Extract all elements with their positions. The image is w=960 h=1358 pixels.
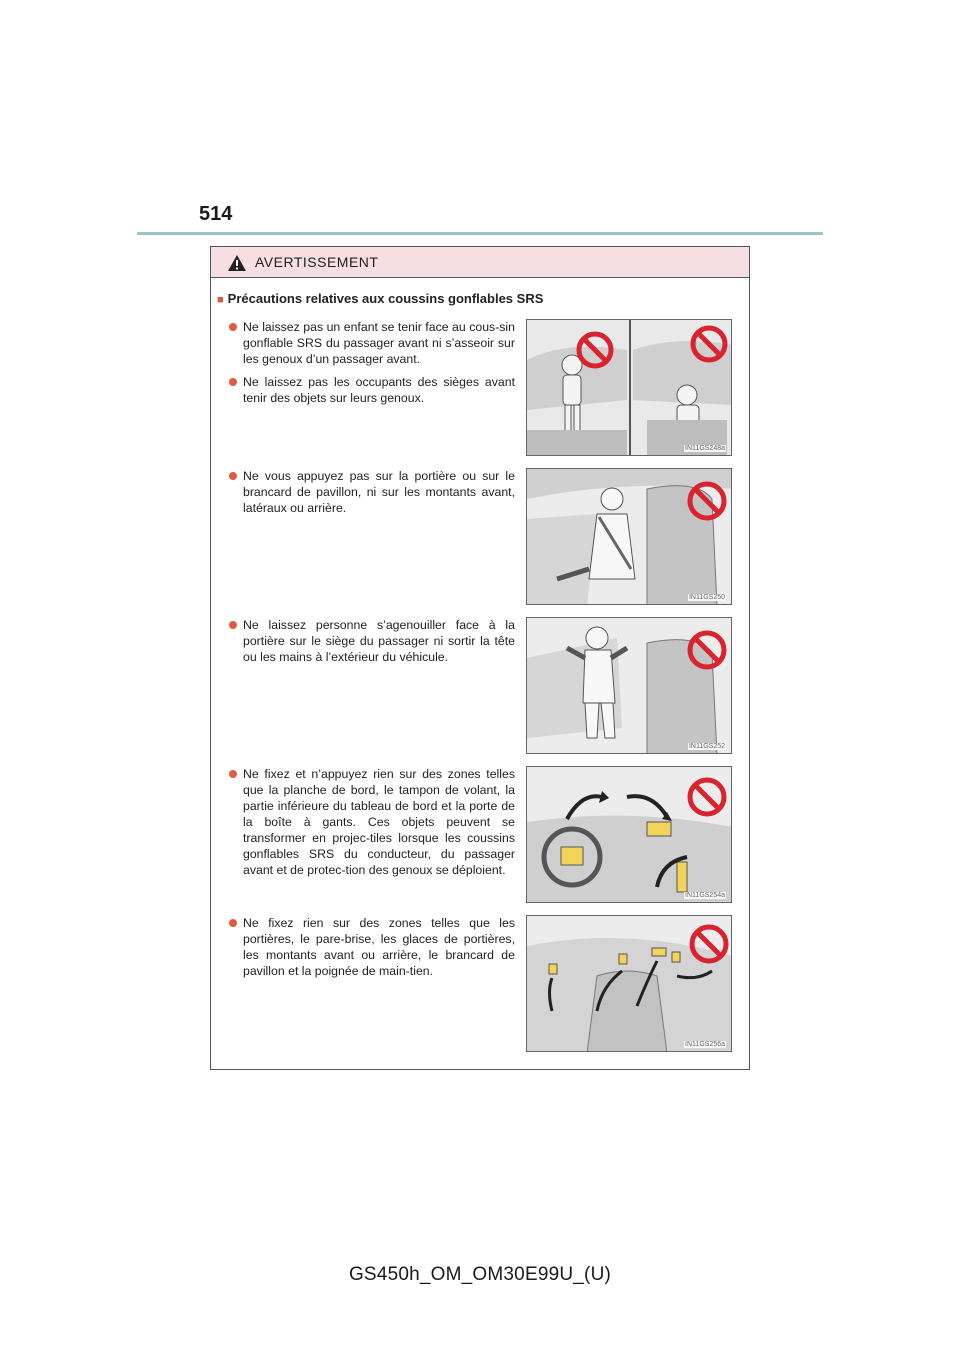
warning-item-4 [229,766,515,885]
bullet-dot-icon [229,472,237,480]
illustration-child-airbag [526,319,732,456]
bullet-dot-icon [229,919,237,927]
illustration-leaning-door [526,468,732,605]
warning-header [211,247,749,278]
bullet-item: Ne laissez pas les occupants des sièges avant tenir des objets sur leurs genoux. [229,374,515,406]
bullet-dot-icon [229,323,237,331]
warning-item-1 [229,319,515,413]
image-code: IN11GS248a [685,445,725,452]
section-square-icon: ■ [217,294,224,306]
warning-item-3 [229,617,515,672]
footer-code: GS450h_OM_OM30E99U_(U) [348,1264,612,1285]
bullet-item: Ne fixez et n’appuyez rien sur des zones telles que la planche de bord, le tampon de volant, la partie inférieure du tableau de bord et la porte de la boîte à gants. Ces objets peuvent se transformer en projec-tiles lorsque les coussins gonflables SRS du conducteur, du passager avant et de protec-tion des genoux se déploient. [229,766,515,878]
bullet-item: Ne fixez rien sur des zones telles que les portières, le pare-brise, les glaces de portières, les montants avant ou arrière, le brancard de pavillon et la poignée de main-tien. [229,915,515,979]
warning-title: AVERTISSEMENT [255,254,379,270]
image-code: IN11GS250 [688,594,725,601]
warning-item-2 [229,468,515,523]
section-title-text: Précautions relatives aux coussins gonflables SRS [227,291,544,306]
warning-box [210,246,750,1070]
bullet-item: Ne laissez pas un enfant se tenir face au cous-sin gonflable SRS du passager avant ni s’asseoir sur les genoux d’un passager avant. [229,319,515,367]
image-code: IN11GS252 [688,743,725,750]
bullet-item: Ne laissez personne s’agenouiller face à la portière sur le siège du passager ni sortir la tête ou les mains à l’extérieur du véhicule. [229,617,515,665]
bullet-dot-icon [229,770,237,778]
image-code: IN11GS254a [685,892,725,899]
illustration-dashboard-objects [526,766,732,903]
image-code: IN11GS256a [685,1041,725,1048]
illustration-kneeling [526,617,732,754]
bullet-dot-icon [229,621,237,629]
bullet-item: Ne vous appuyez pas sur la portière ou sur le brancard de pavillon, ni sur les montants avant, latéraux ou arrière. [229,468,515,516]
header-rule [137,232,823,235]
warning-item-5 [229,915,515,986]
illustration-cabin-objects [526,915,732,1052]
section-title [217,291,543,306]
warning-triangle-icon [227,254,247,272]
bullet-dot-icon [229,378,237,386]
page-number: 514 [199,203,233,225]
